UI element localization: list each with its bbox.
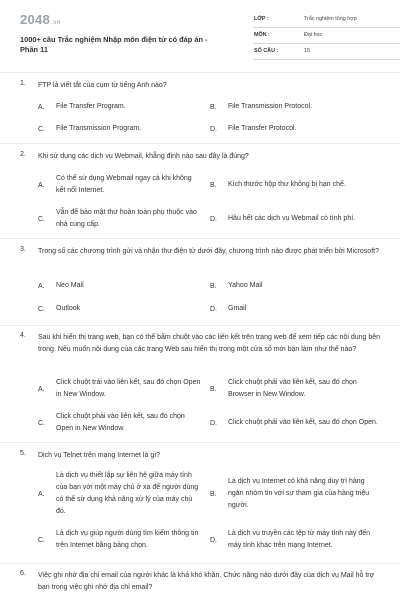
option-letter: D. [210, 125, 217, 133]
option-letter: C. [38, 305, 45, 313]
option-text: File Transfer Program. [56, 103, 126, 110]
meta-value: Trắc nghiệm tổng hợp [304, 16, 357, 22]
option-text: Kích thước hộp thư không bị hạn chế. [228, 181, 346, 188]
option-text: Vẫn để bảo mật thư hoàn toàn phụ thuộc vào nhà cung cấp. [56, 209, 197, 228]
question-1 [20, 80, 380, 148]
option-text: Outlook [56, 305, 81, 312]
option-d[interactable] [210, 527, 380, 553]
question-text: Trong số các chương trình gửi và nhận thư điện tử dưới đây, chương trình nào được phát triển bởi Microsoft? [38, 248, 379, 255]
option-letter: B. [210, 490, 217, 498]
option-letter: A. [38, 282, 45, 290]
option-text: File Transfer Protocol. [228, 125, 297, 132]
option-letter: B. [210, 385, 217, 393]
option-text: Có thể sử dụng Webmail ngay cả khi không kết nối Internet. [56, 175, 192, 194]
meta-label: LỚP : [254, 16, 269, 22]
option-text: Hầu hết các dịch vụ Webmail có tính phí. [228, 215, 356, 222]
question-2 [20, 151, 380, 239]
option-a[interactable] [38, 280, 203, 292]
option-a[interactable] [38, 376, 203, 402]
question-text: Dịch vụ Telnet trên mạng Internet là gì? [38, 452, 161, 459]
option-letter: D. [210, 305, 217, 313]
option-letter: B. [210, 103, 217, 111]
question-text: FTP là viết tắt của cụm từ tiếng Anh nào? [38, 82, 167, 89]
question-separator [0, 238, 400, 239]
option-b[interactable] [210, 172, 380, 198]
question-separator [0, 563, 400, 564]
option-letter: C. [38, 419, 45, 427]
question-separator [0, 442, 400, 443]
page-header [20, 10, 380, 68]
option-text: File Transmission Protocol. [228, 103, 313, 110]
option-a[interactable] [38, 468, 203, 520]
question-separator [0, 143, 400, 144]
question-text: Việc ghi nhớ địa chỉ email của người khác là khá khó khăn. Chức năng nào dưới đây của dịch vụ Mail hỗ trợ bạn trong việc ghi nhớ địa chỉ email? [38, 572, 375, 591]
option-text: Gmail [228, 305, 247, 312]
question-number: 1. [20, 80, 26, 87]
option-b[interactable] [210, 468, 380, 520]
option-b[interactable] [210, 376, 380, 402]
option-letter: C. [38, 215, 45, 223]
header-divider [0, 72, 400, 73]
option-c[interactable] [38, 303, 203, 315]
option-text: Là dịch vụ thiết lập sự liên hệ giữa máy tính của bạn với một máy chủ ở xa để người dùng có thể sử dụng khả năng xử lý của máy chủ đó. [56, 472, 199, 515]
meta-row-class [253, 12, 400, 28]
logo-main: 2048 [20, 12, 51, 27]
option-b[interactable] [210, 280, 380, 292]
option-letter: B. [210, 181, 217, 189]
option-letter: D. [210, 215, 217, 223]
question-separator [0, 325, 400, 326]
option-text: Click chuột phải vào liên kết, sau đó chọn Open. [228, 419, 378, 426]
question-number: 5. [20, 450, 26, 457]
option-letter: C. [38, 125, 45, 133]
option-d[interactable] [210, 410, 380, 436]
logo-tld: .vn [51, 20, 61, 26]
option-text: Là dịch vụ giúp người dùng tìm kiếm thông tin trên Internet bằng bảng chọn. [56, 530, 199, 549]
option-a[interactable] [38, 101, 203, 113]
meta-row-subject [253, 28, 400, 44]
option-letter: A. [38, 385, 45, 393]
option-text: File Transmission Program. [56, 125, 142, 132]
meta-value: 15 [304, 48, 310, 54]
meta-row-count [253, 44, 400, 60]
option-text: Là dịch vụ Internet có khả năng duy trì hàng ngàn nhóm tin với sự tham gia của hàng triệu người. [228, 478, 370, 509]
question-5 [20, 450, 380, 562]
option-letter: B. [210, 282, 217, 290]
quiz-meta [253, 12, 400, 60]
option-c[interactable] [38, 123, 203, 135]
site-logo[interactable] [20, 12, 61, 27]
question-text: Khi sử dụng các dịch vụ Webmail, khẳng định nào sau đây là đúng? [38, 153, 249, 160]
option-letter: A. [38, 490, 45, 498]
meta-label: SỐ CÂU : [254, 48, 279, 54]
question-6 [20, 570, 380, 598]
option-letter: C. [38, 536, 45, 544]
option-b[interactable] [210, 101, 380, 113]
question-number: 2. [20, 151, 26, 158]
option-letter: A. [38, 103, 45, 111]
question-3 [20, 246, 380, 322]
option-c[interactable] [38, 410, 203, 436]
question-4 [20, 332, 380, 442]
option-text: Là dịch vụ truyền các tệp từ máy tính này đến máy tính khác trên mạng Internet. [228, 530, 371, 549]
option-a[interactable] [38, 172, 203, 198]
option-letter: D. [210, 536, 217, 544]
meta-value: Đại học [304, 32, 323, 38]
option-letter: A. [38, 181, 45, 189]
option-c[interactable] [38, 206, 203, 232]
meta-label: MÔN : [254, 32, 270, 38]
option-text: Yahoo Mail [228, 282, 263, 289]
option-letter: D. [210, 419, 217, 427]
option-d[interactable] [210, 123, 380, 135]
option-d[interactable] [210, 303, 380, 315]
question-number: 3. [20, 246, 26, 253]
option-text: Click chuột phải vào liên kết, sau đó chọn Browser in New Window. [228, 379, 357, 398]
option-text: Neo Mail [56, 282, 84, 289]
option-text: Click chuột trái vào liên kết, sau đó chọn Open in New Window. [56, 379, 201, 398]
option-text: Click chuột phải vào liên kết, sau đó chọn Open in New Window. [56, 413, 185, 432]
question-number: 6. [20, 570, 26, 577]
option-c[interactable] [38, 527, 203, 553]
quiz-title: 1000+ câu Trắc nghiệm Nhập môn điện tử có đáp án - Phần 11 [20, 35, 208, 54]
option-d[interactable] [210, 206, 380, 232]
question-number: 4. [20, 332, 26, 339]
question-text: Sau khi hiển thị trang web, bạn có thể bấm chuột vào các liên kết trên trang web để xem tiếp các nội dung bên trong. Nếu muốn nội dung của các trang Web sau hiển thị trong một cửa sổ mới bạn làm như thế nào? [38, 334, 381, 353]
